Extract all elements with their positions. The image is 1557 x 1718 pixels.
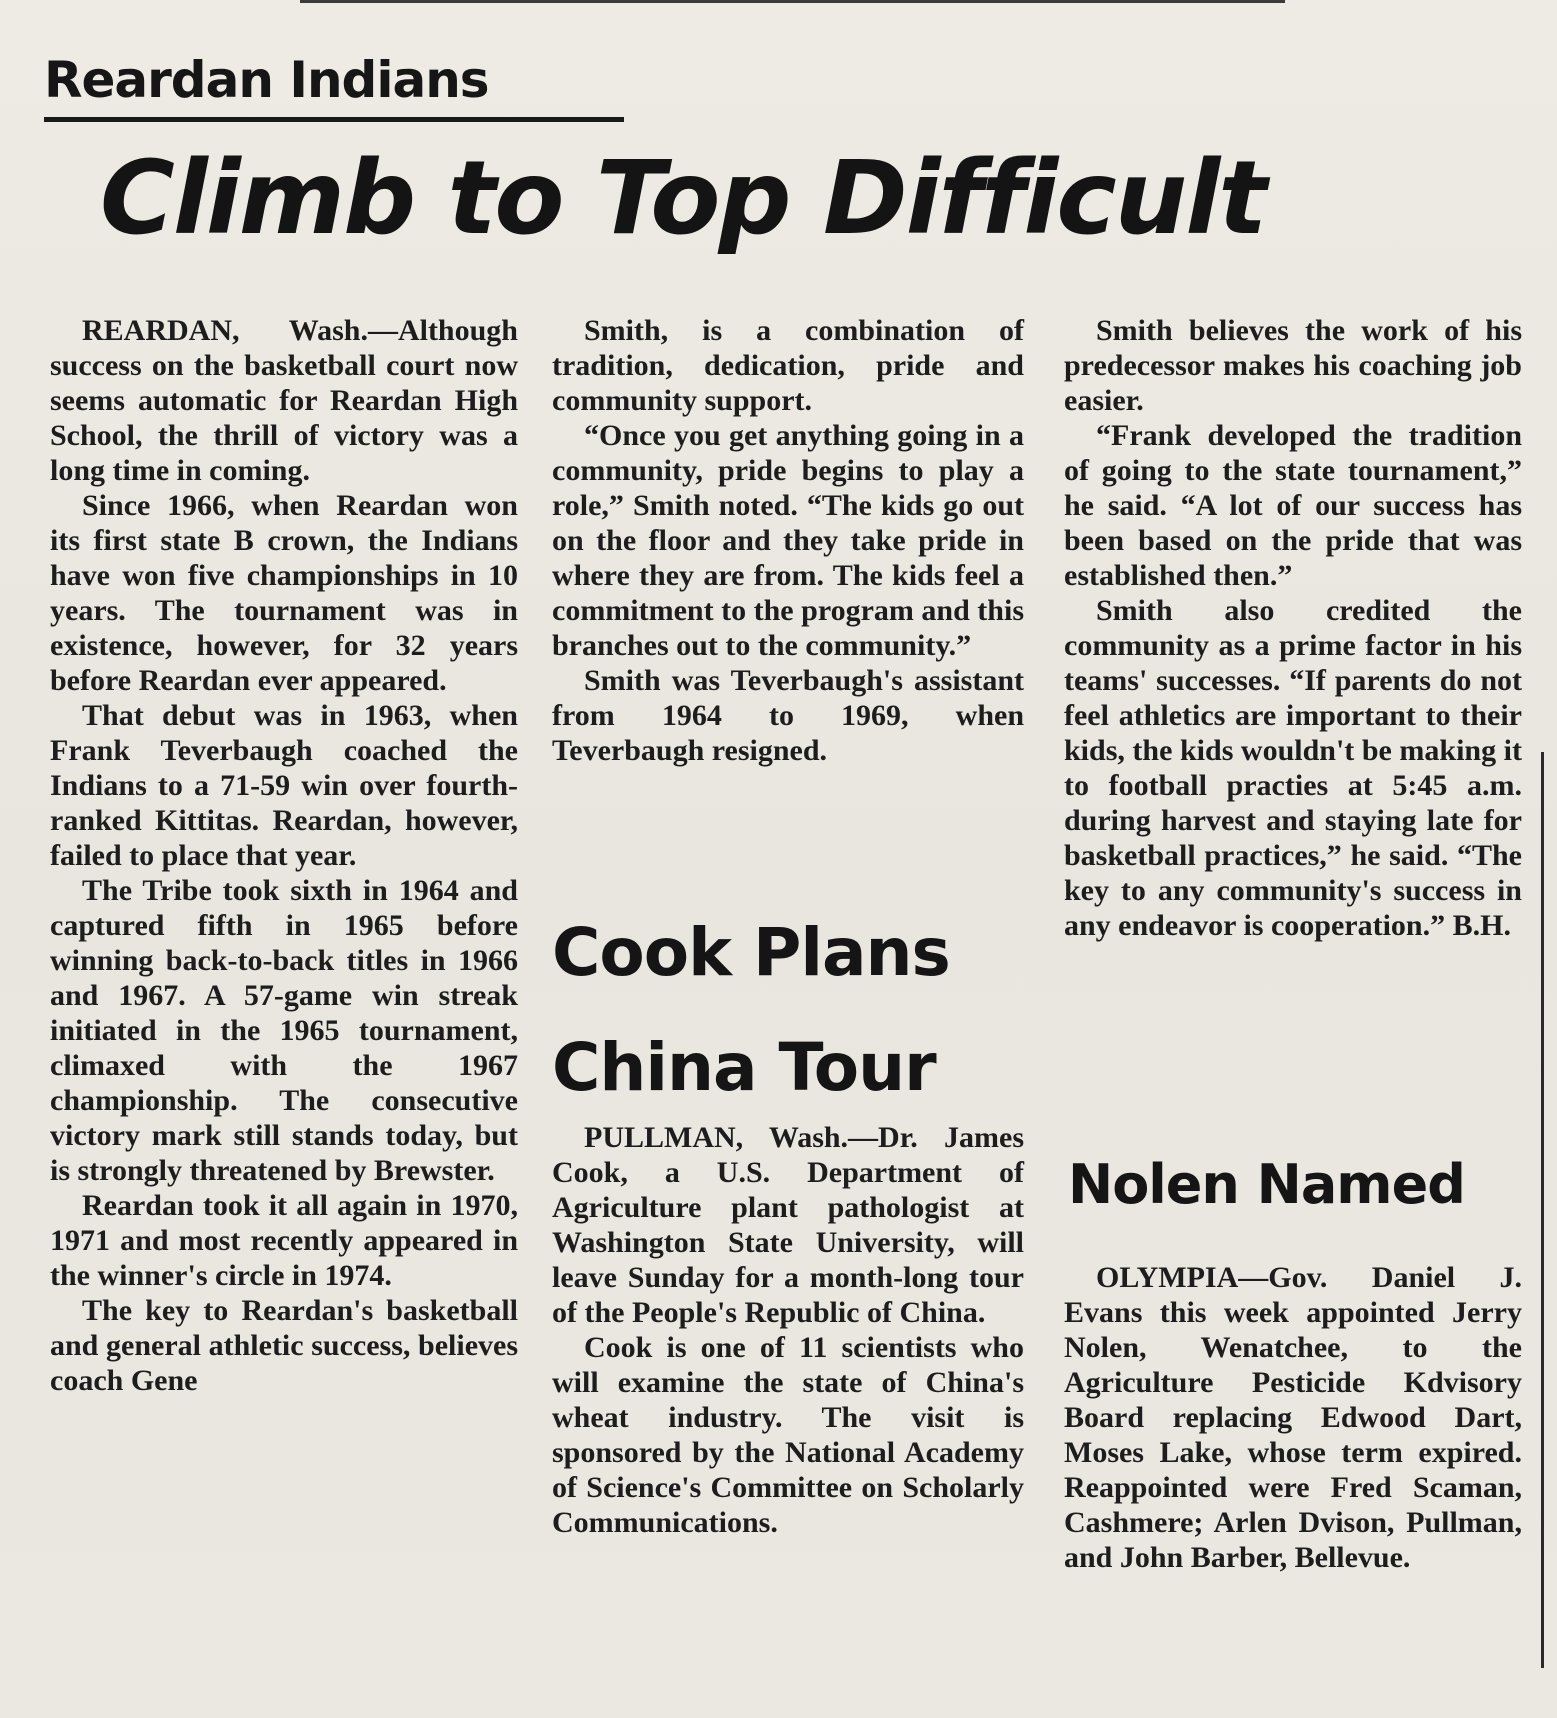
column-rule	[1541, 752, 1544, 1668]
article-cook-body	[552, 1120, 1024, 1540]
paragraph: The Tribe took sixth in 1964 and captured fifth in 1965 before winning back-to-back titles in 1966 and 1967. A 57-game win streak initiated in the 1965 tournament, climaxed with the 1967 championship. The consecutive victory mark still stands today, but is strongly threatened by Brewster.	[50, 874, 518, 1187]
paragraph: Smith, is a combination of tradition, dedication, pride and community support.	[552, 314, 1024, 417]
cook-headline-line-1: Cook Plans	[552, 914, 950, 991]
paragraph: REARDAN, Wash.—Although success on the basketball court now seems automatic for Reardan High School, the thrill of victory was a long time in coming.	[50, 314, 518, 487]
top-rule	[300, 0, 1285, 3]
nolen-headline: Nolen Named	[1068, 1153, 1465, 1216]
article-nolen-body	[1064, 1260, 1522, 1575]
paragraph: Smith also credited the community as a prime factor in his teams' successes. “If parents do not feel athletics are important to their kids, the kids wouldn't be making it to football practies at 5:45 a.m. during harvest and staying late for basketball practices,” he said. “The key to any community's success in any endeavor is cooperation.” B.H.	[1064, 594, 1522, 942]
kicker: Reardan Indians	[44, 51, 489, 109]
paragraph: PULLMAN, Wash.—Dr. James Cook, a U.S. Department of Agriculture plant pathologist at Washington State University, will leave Sunday for a month-long tour of the People's Republic of China.	[552, 1121, 1024, 1329]
article-reardan-column-2	[552, 313, 1024, 768]
article-reardan-column-3	[1064, 313, 1522, 943]
paragraph: That debut was in 1963, when Frank Teverbaugh coached the Indians to a 71-59 win over fourth-ranked Kittitas. Reardan, however, failed to place that year.	[50, 699, 518, 872]
cook-headline-line-2: China Tour	[552, 1029, 936, 1106]
paragraph: Smith believes the work of his predecessor makes his coaching job easier.	[1064, 314, 1522, 417]
paragraph: “Once you get anything going in a community, pride begins to play a role,” Smith noted. “The kids go out on the floor and they take pride in where they are from. The kids feel a commitment to the program and this branches out to the community.”	[552, 419, 1024, 662]
paragraph: “Frank developed the tradition of going to the state tournament,” he said. “A lot of our success has been based on the pride that was established then.”	[1064, 419, 1522, 592]
paragraph: Cook is one of 11 scientists who will examine the state of China's wheat industry. The visit is sponsored by the National Academy of Science's Committee on Scholarly Communications.	[552, 1331, 1024, 1539]
paragraph: OLYMPIA—Gov. Daniel J. Evans this week appointed Jerry Nolen, Wenatchee, to the Agriculture Pesticide Kdvisory Board replacing Edwood Dart, Moses Lake, whose term expired. Reappointed were Fred Scaman, Cashmere; Arlen Dvison, Pullman, and John Barber, Bellevue.	[1064, 1261, 1522, 1574]
main-headline: Climb to Top Difficult	[100, 139, 1266, 258]
paragraph: Reardan took it all again in 1970, 1971 and most recently appeared in the winner's circle in 1974.	[50, 1189, 518, 1292]
paragraph: Since 1966, when Reardan won its first state B crown, the Indians have won five championships in 10 years. The tournament was in existence, however, for 32 years before Reardan ever appeared.	[50, 489, 518, 697]
paragraph: The key to Reardan's basketball and general athletic success, believes coach Gene	[50, 1294, 518, 1397]
paragraph: Smith was Teverbaugh's assistant from 1964 to 1969, when Teverbaugh resigned.	[552, 664, 1024, 767]
kicker-underline	[44, 117, 624, 122]
article-reardan-column-1	[50, 313, 518, 1398]
